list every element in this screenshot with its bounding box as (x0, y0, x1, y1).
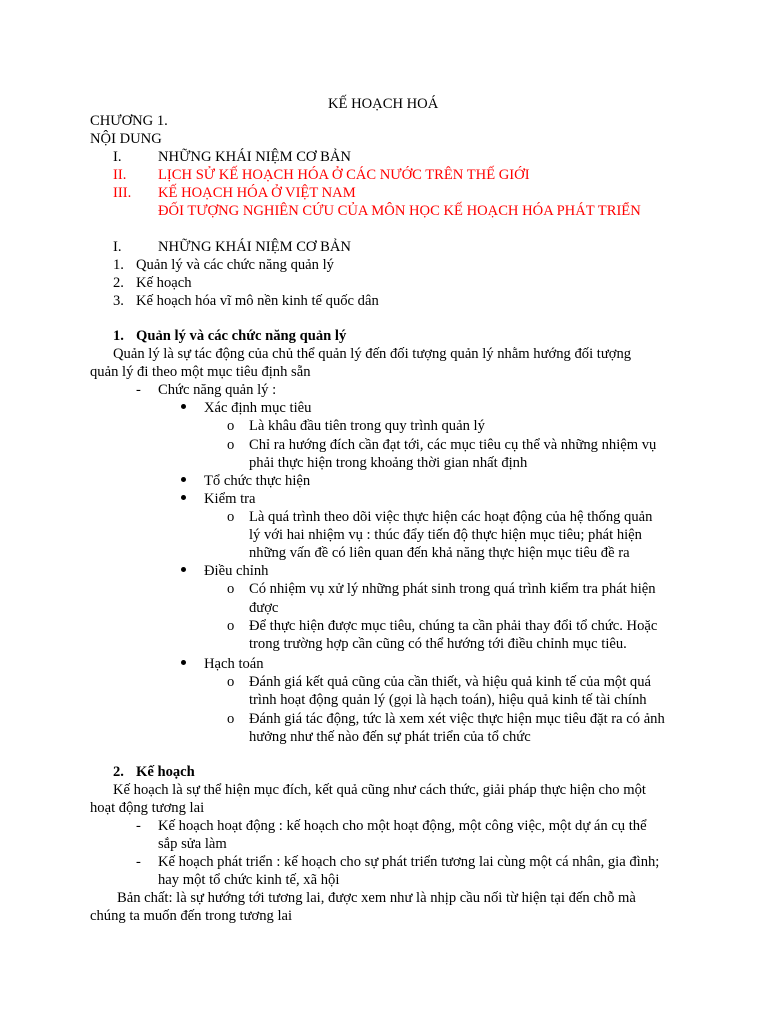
toc-num: III. (113, 185, 132, 201)
circle-bullet-icon: o (227, 418, 235, 434)
bullet-icon (181, 477, 186, 482)
function-name: Điều chỉnh (204, 563, 269, 579)
list-num: 3. (113, 293, 124, 309)
point-line: Đánh giá tác động, tức là xem xét việc thực hiện mục tiêu đặt ra có ảnh (249, 711, 665, 727)
point-line: hưởng như thế nào đến sự phát triển của tổ chức (249, 729, 531, 745)
point-line: Là khâu đầu tiên trong quy trình quản lý (249, 418, 485, 434)
chapter-label: CHƯƠNG 1. (90, 113, 168, 129)
dash-marker: - (136, 382, 141, 398)
list-item: Kế hoạch (136, 275, 192, 291)
plan-type-line: sắp sửa làm (158, 836, 227, 852)
paragraph-line: Kế hoạch là sự thể hiện mục đích, kết quả cũng như cách thức, giải pháp thực hiện cho một (113, 782, 646, 798)
toc-num: II. (113, 167, 127, 183)
toc-item: NHỮNG KHÁI NIỆM CƠ BẢN (158, 149, 351, 165)
toc-item: LỊCH SỬ KẾ HOẠCH HÓA Ở CÁC NƯỚC TRÊN THẾ GIỚI (158, 167, 530, 183)
list-num: 1. (113, 257, 124, 273)
function-name: Tổ chức thực hiện (204, 473, 311, 489)
point-line: Chỉ ra hướng đích cần đạt tới, các mục tiêu cụ thể và những nhiệm vụ (249, 437, 657, 453)
toc-item: ĐỐI TƯỢNG NGHIÊN CỨU CỦA MÔN HỌC KẾ HOẠCH HÓA PHÁT TRIỂN (158, 203, 641, 219)
point-line: Có nhiệm vụ xử lý những phát sinh trong quá trình kiểm tra phát hiện (249, 581, 656, 597)
point-line: Là quá trình theo dõi việc thực hiện các hoạt động của hệ thống quản (249, 509, 653, 525)
document-title: KẾ HOẠCH HOÁ (328, 96, 439, 112)
bullet-icon (181, 495, 186, 500)
plan-type-line: Kế hoạch hoạt động : kế hoạch cho một hoạt động, một công việc, một dự án cụ thể (158, 818, 647, 834)
part-heading: Kế hoạch (136, 764, 195, 780)
function-name: Kiểm tra (204, 491, 256, 507)
paragraph-line: Bản chất: là sự hướng tới tương lai, được xem như là nhịp cầu nối từ hiện tại đến chỗ mà (117, 890, 636, 906)
paragraph-line: hoạt động tương lai (90, 800, 205, 816)
point-line: lý với hai nhiệm vụ : thúc đẩy tiến độ thực hiện mục tiêu; phát hiện (249, 527, 642, 543)
list-item: Quản lý và các chức năng quản lý (136, 257, 334, 273)
circle-bullet-icon: o (227, 618, 235, 634)
circle-bullet-icon: o (227, 674, 235, 690)
bullet-icon (181, 404, 186, 409)
bullet-icon (181, 660, 186, 665)
plan-type-line: hay một tổ chức kinh tế, xã hội (158, 872, 340, 888)
point-line: được (249, 600, 279, 616)
section-heading: NHỮNG KHÁI NIỆM CƠ BẢN (158, 239, 351, 255)
functions-label: Chức năng quản lý : (158, 382, 277, 398)
function-name: Xác định mục tiêu (204, 400, 312, 416)
circle-bullet-icon: o (227, 711, 235, 727)
circle-bullet-icon: o (227, 437, 235, 453)
point-line: Để thực hiện được mục tiêu, chúng ta cần phải thay đổi tổ chức. Hoặc (249, 618, 658, 634)
part-heading: Quản lý và các chức năng quản lý (136, 328, 347, 344)
point-line: những vấn đề có liên quan đến khả năng thực hiện mục tiêu đề ra (249, 545, 630, 561)
plan-type-line: Kế hoạch phát triển : kế hoạch cho sự phát triển tương lai cùng một cá nhân, gia đình; (158, 854, 660, 870)
paragraph-line: chúng ta muốn đến trong tương lai (90, 908, 293, 924)
point-line: trong trường hợp cần cũng có thể hướng tới điều chỉnh mục tiêu. (249, 636, 627, 652)
list-item: Kế hoạch hóa vĩ mô nền kinh tế quốc dân (136, 293, 379, 309)
function-name: Hạch toán (204, 656, 264, 672)
dash-marker: - (136, 854, 141, 870)
content-heading: NỘI DUNG (90, 131, 162, 147)
part-num: 2. (113, 764, 124, 780)
dash-marker: - (136, 818, 141, 834)
circle-bullet-icon: o (227, 581, 235, 597)
toc-item: KẾ HOẠCH HÓA Ở VIỆT NAM (158, 185, 356, 201)
list-num: 2. (113, 275, 124, 291)
point-line: phải thực hiện trong khoảng thời gian nhất định (249, 455, 528, 471)
section-num: I. (113, 239, 122, 255)
paragraph-line: quản lý đi theo một mục tiêu định sẵn (90, 364, 311, 380)
point-line: Đánh giá kết quả cũng của cần thiết, và hiệu quả kinh tế của một quá (249, 674, 651, 690)
point-line: trình hoạt động quản lý (gọi là hạch toán), hiệu quả kinh tế tài chính (249, 692, 647, 708)
part-num: 1. (113, 328, 124, 344)
paragraph-line: Quản lý là sự tác động của chủ thể quản lý đến đối tượng quản lý nhằm hướng đối tượng (113, 346, 632, 362)
bullet-icon (181, 567, 186, 572)
toc-num: I. (113, 149, 122, 165)
circle-bullet-icon: o (227, 509, 235, 525)
